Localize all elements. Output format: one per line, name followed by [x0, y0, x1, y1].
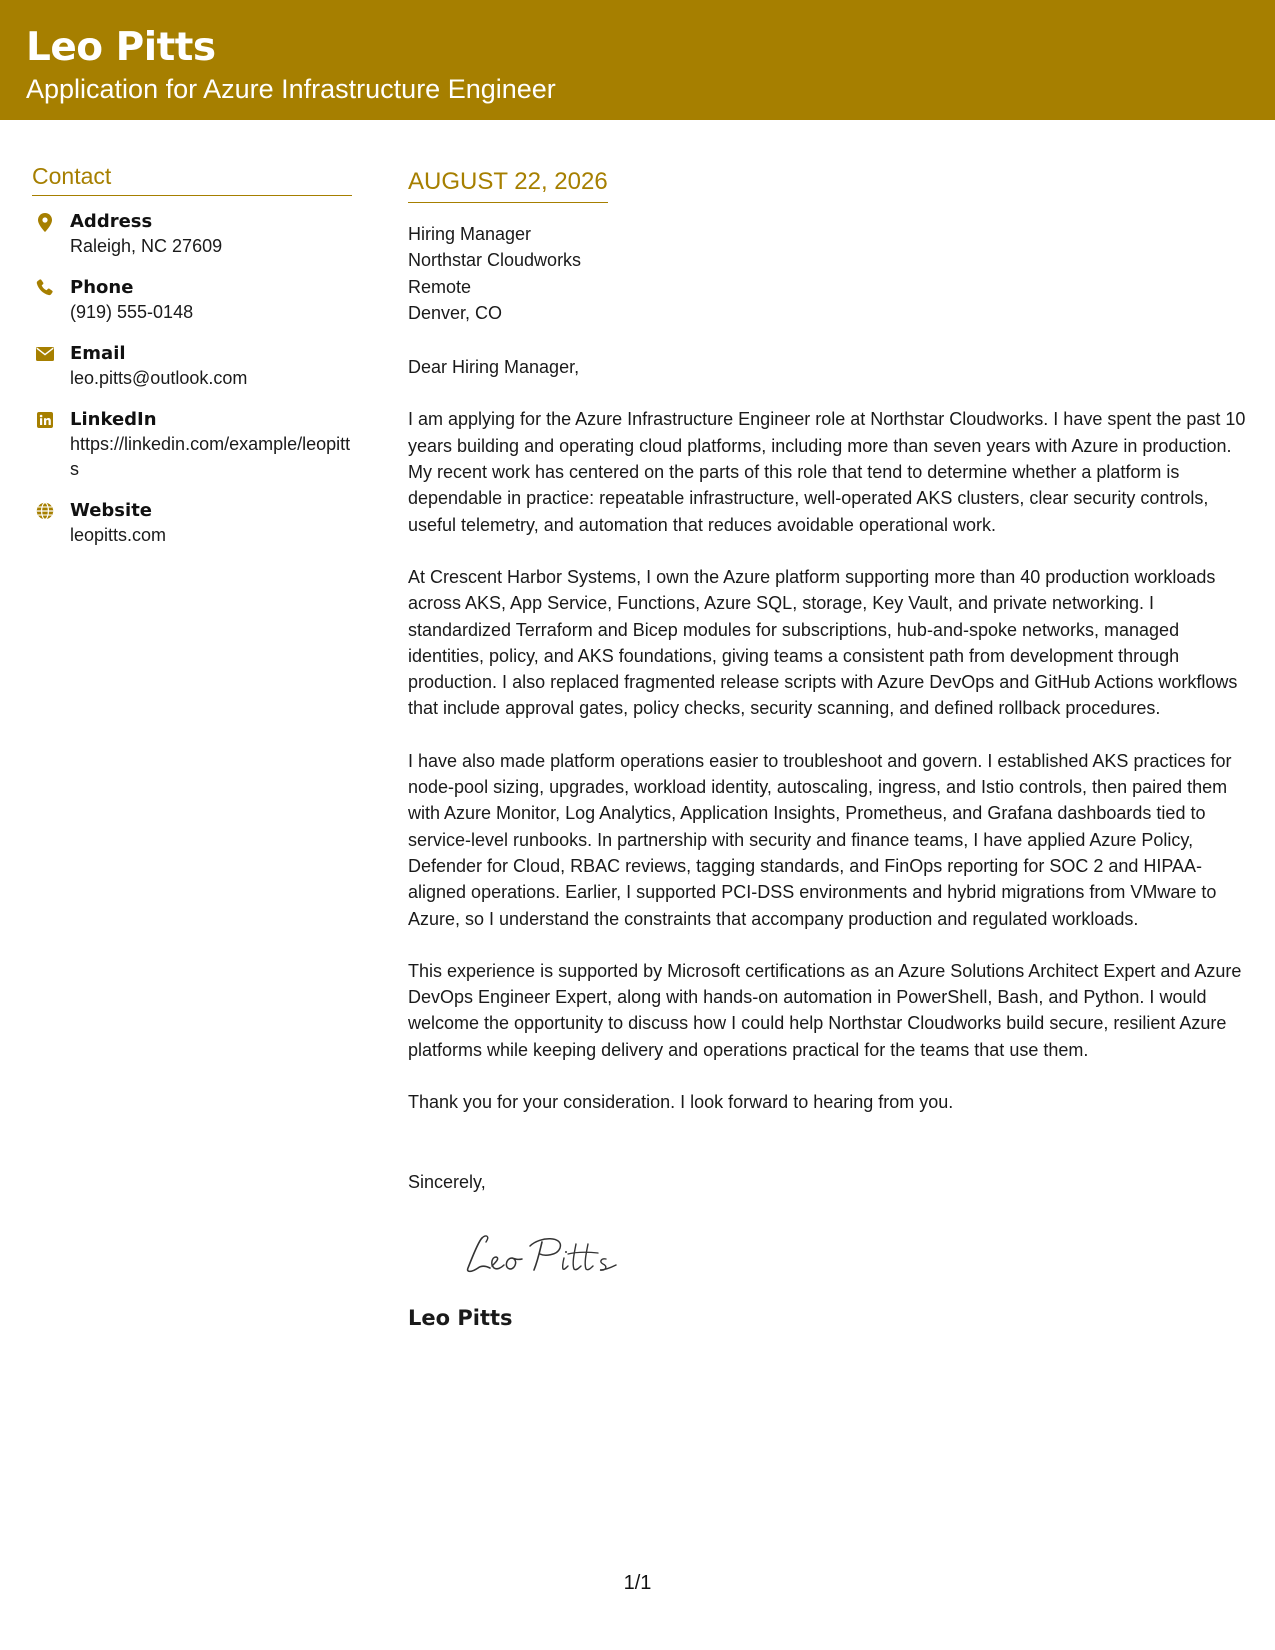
applicant-name: Leo Pitts [26, 25, 216, 70]
closing: Sincerely, [408, 1172, 486, 1193]
recipient-line: Northstar Cloudworks [408, 250, 582, 271]
linkedin-icon [36, 410, 54, 430]
contact-address [32, 210, 352, 259]
letter-paragraph: Thank you for your consideration. I look forward to hearing from you. [408, 1092, 954, 1113]
address-value: Raleigh, NC 27609 [70, 236, 223, 256]
recipient-line: Hiring Manager [408, 224, 532, 244]
linkedin-value[interactable]: https://linkedin.com/example/leopitts [70, 434, 351, 479]
email-value: leo.pitts@outlook.com [70, 368, 248, 388]
email-label: Email [70, 343, 126, 364]
header-banner [0, 0, 1275, 120]
phone-label: Phone [70, 277, 134, 298]
phone-icon [36, 278, 54, 298]
application-subtitle: Application for Azure Infrastructure Engineer [26, 74, 556, 104]
envelope-icon [36, 344, 54, 364]
letter-paragraph: This experience is supported by Microsoft certifications as an Azure Solutions Architect Expert and Azure DevOps Engineer Expert, along with hands-on automation in PowerShell, Bash, and Python. I would welcome the opportunity to discuss how I could help Northstar Cloudworks build secure, resilient Azure platforms while keeping delivery and operations practical for the teams that use them. [408, 960, 1242, 1060]
map-pin-icon [36, 212, 54, 232]
address-label: Address [70, 211, 153, 232]
linkedin-label: LinkedIn [70, 409, 157, 430]
contact-email [32, 342, 352, 391]
website-label: Website [70, 500, 153, 521]
letter-body [408, 166, 1253, 1332]
website-value[interactable]: leopitts.com [70, 525, 167, 545]
phone-value: (919) 555-0148 [70, 302, 194, 322]
contact-website [32, 499, 352, 548]
letter-paragraph: At Crescent Harbor Systems, I own the Azure platform supporting more than 40 production workloads across AKS, App Service, Functions, Azure SQL, storage, Key Vault, and private networking. I standardized Terraform and Bicep modules for subscriptions, hub-and-spoke networks, managed identities, policy, and AKS foundations, giving teams a consistent path from development through production. I also replaced fragmented release scripts with Azure DevOps and GitHub Actions workflows that include approval gates, policy checks, security scanning, and defined rollback procedures. [408, 566, 1238, 719]
letter-paragraph: I have also made platform operations easier to troubleshoot and govern. I established AKS practices for node-pool sizing, upgrades, workload identity, autoscaling, ingress, and Istio controls, then paired them with Azure Monitor, Log Analytics, Application Insights, Prometheus, and Grafana dashboards tied to service-level runbooks. In partnership with security and finance teams, I have applied Azure Policy, Defender for Cloud, RBAC reviews, tagging standards, and FinOps reporting for SOC 2 and HIPAA-aligned operations. Earlier, I supported PCI-DSS environments and hybrid migrations from VMware to Azure, so I understand the constraints that accompany production and regulated workloads. [408, 750, 1232, 929]
letter-date: AUGUST 22, 2026 [408, 166, 608, 203]
salutation: Dear Hiring Manager, [408, 357, 580, 378]
contact-section-title: Contact [32, 160, 352, 196]
recipient-line: Remote [408, 276, 472, 297]
recipient-block [408, 221, 1253, 326]
page-number: 1/1 [623, 1572, 652, 1594]
recipient-line: Denver, CO [408, 302, 503, 323]
globe-icon [36, 501, 54, 521]
contact-phone [32, 276, 352, 325]
contact-sidebar [32, 160, 352, 565]
contact-linkedin [32, 408, 352, 482]
handwritten-signature [460, 1228, 1253, 1280]
letter-paragraph: I am applying for the Azure Infrastructure Engineer role at Northstar Cloudworks. I have spent the past 10 years building and operating cloud platforms, including more than seven years with Azure in production. My recent work has centered on the parts of this role that tend to determine whether a platform is dependable in practice: repeatable infrastructure, well-operated AKS clusters, clear security controls, useful telemetry, and automation that reduces avoidable operational work. [408, 409, 1246, 535]
signed-name: Leo Pitts [408, 1305, 513, 1330]
